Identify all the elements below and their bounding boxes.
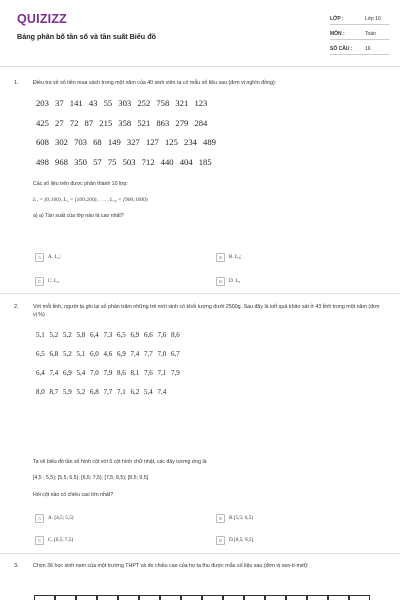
data-row: 425 27 72 87 215 358 521 863 279 284 [36,118,208,128]
question-divider [0,293,400,294]
option-text: A. [4,5; 5,5) [48,515,74,521]
option-a[interactable] [35,513,74,523]
question-text: Chọn 36 học sinh nam của một trường THPT và đo chiều cao của họ ta thu được mẫu số liệu sau (đơn vị xen-ti-mét): [33,563,309,569]
option-letter-box: A [35,253,44,262]
meta-value: Toán [365,31,376,37]
option-text: A. L₁; [48,254,61,260]
data-table-top [34,595,370,600]
data-row: 608 302 703 68 149 327 127 125 234 489 [36,137,216,147]
document-title: Bảng phân bố tần số và tần suất Biểu đồ [17,32,156,41]
interval-list: [4,5 ; 5,5); [5,5; 6,5); [6,5; 7,5); [7,5; 8,5); [8,5; 9,5] [33,475,149,481]
data-row: 6,5 6,8 5,2 5,1 6,0 4,6 6,9 7,4 7,7 7,0 6,7 [36,350,180,358]
quizizz-logo: QUIZIZZ [17,12,68,26]
option-d[interactable] [216,276,240,286]
sub-question: a) a) Tần suất của lớp nào là cao nhất? [33,213,124,219]
header-divider [0,66,400,67]
data-row: 203 37 141 43 55 303 252 758 321 123 [36,98,208,108]
option-letter-box: A [35,514,44,523]
option-letter-box: C [35,536,44,545]
option-letter-box: B [216,253,225,262]
option-text: B. L₃; [229,254,242,260]
data-row: 498 968 350 57 75 503 712 440 404 185 [36,157,212,167]
question-number: 2. [14,304,19,310]
option-letter-box: C [35,277,44,286]
data-row: 6,4 7,4 6,9 5,4 7,0 7,9 8,6 8,1 7,6 7,1 7,9 [36,369,180,377]
meta-key: LỚP : [330,16,344,22]
meta-value: Lớp 10 [365,16,381,22]
question-number: 1. [14,80,19,86]
option-a[interactable] [35,252,61,262]
chart-note: Ta vẽ biểu đồ tần số hình cột với 5 cột hình chữ nhật, các đáy tương ứng là [33,459,207,465]
question-text: Điều tra về số tiền mua sách trong một năm của 40 sinh viên ta có mẫu số liệu sau (đơn vị nghìn đồng): [33,80,277,86]
meta-value: 16 [365,46,371,52]
sub-question: Hỏi cột nào có chiều cao lớn nhất? [33,492,114,498]
option-text: D. L₅ [229,278,241,284]
question-divider [0,553,400,554]
data-row: 8,0 8,7 5,9 5,2 6,8 7,7 7,1 6,2 5,4 7,4 [36,388,167,396]
option-b[interactable] [216,513,253,523]
meta-key: MÔN : [330,31,345,37]
option-c[interactable] [35,276,59,286]
data-row: 5,1 5,2 5,2 5,8 6,4 7,3 6,5 6,9 6,6 7,6 8,6 [36,331,180,339]
option-text: C. L₄ [48,278,60,284]
option-letter-box: B [216,514,225,523]
option-d[interactable] [216,535,253,545]
option-c[interactable] [35,535,73,545]
option-b[interactable] [216,252,241,262]
meta-key: SỐ CÂU : [330,46,353,52]
question-number: 3. [14,563,19,569]
option-text: D.[8,5; 9,5] [229,537,254,543]
classes-text: Các số liệu trên được phân thành 10 lớp: [33,181,128,187]
option-letter-box: D [216,536,225,545]
option-text: C. [6,5; 7,5) [48,537,74,543]
question-text: Với mỗi tỉnh, người ta ghi lại số phần trăm những trẻ mới sinh có khối lượng dưới 2500g. Sau đây là kết quả khảo sát ở 43 tỉnh trong một năm (đơn vị %) [33,304,380,318]
classes-formula: L₁ = [0;100), L₂ = [100;200), . . . , L₁₀ = [900;1000) [33,197,148,203]
option-letter-box: D [216,277,225,286]
option-text: B.[5,5; 6,5) [229,515,253,521]
